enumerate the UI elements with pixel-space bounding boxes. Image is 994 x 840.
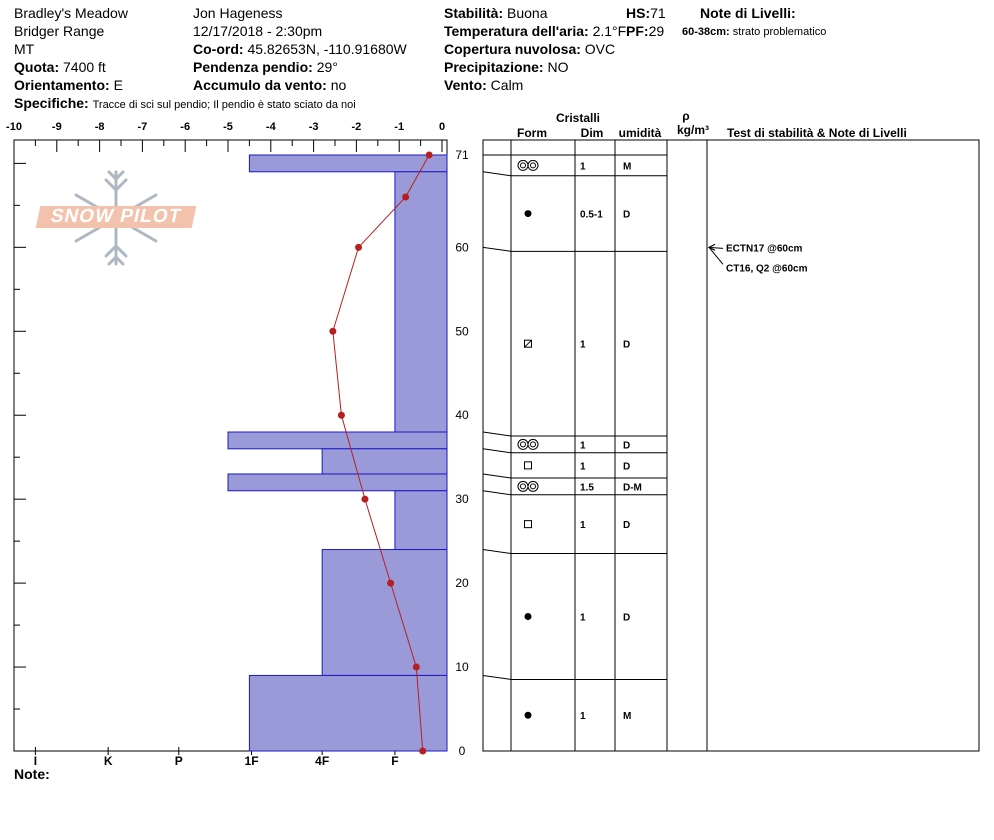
hardness-bar xyxy=(322,550,447,676)
layer-size: 0.5-1 xyxy=(580,209,603,221)
sky-label: Copertura nuvolosa: xyxy=(444,41,581,57)
height-tick-label: 0 xyxy=(458,744,466,758)
layer-note-text: strato problematico xyxy=(732,26,827,38)
notes-label: Note: xyxy=(14,766,50,782)
wind-value: Calm xyxy=(490,77,524,93)
layer-boundary-kink xyxy=(483,172,511,176)
hardness-bar xyxy=(228,432,447,449)
layer-boundary-kink xyxy=(483,550,511,554)
sky-value: OVC xyxy=(584,41,616,57)
temperature-point xyxy=(413,664,420,671)
layer-boundary-kink xyxy=(483,247,511,251)
grain-form-rg-icon xyxy=(525,210,532,217)
melt-ring-outer xyxy=(528,481,538,491)
hardness-tick-label: K xyxy=(103,754,113,768)
grain-form-rg-icon xyxy=(525,712,532,719)
temperature-point xyxy=(402,193,409,200)
temperature-point xyxy=(387,580,394,587)
height-tick-label: 20 xyxy=(455,576,469,591)
melt-ring-inner xyxy=(521,442,526,447)
temperature-point xyxy=(338,412,345,419)
facet-square xyxy=(525,521,532,528)
layer-boundary-kink xyxy=(483,449,511,453)
hs-label: HS: xyxy=(626,5,651,21)
melt-ring-outer xyxy=(518,481,528,491)
temperature-point xyxy=(329,328,336,335)
temperature-point xyxy=(426,152,433,159)
temperature-tick-label: 0 xyxy=(438,121,446,133)
range-name: Bridger Range xyxy=(14,23,105,39)
layer-boundary-kink xyxy=(483,491,511,495)
temperature-tick-label: -2 xyxy=(351,121,362,133)
grain-form-fcs-icon xyxy=(525,521,532,528)
moisture-header: umidità xyxy=(618,126,662,140)
layer-size: 1 xyxy=(580,520,586,532)
temperature-point xyxy=(361,496,368,503)
stability-value: Buona xyxy=(507,5,548,21)
layer-size: 1 xyxy=(580,161,586,173)
layer-moisture: D xyxy=(623,520,631,532)
hardness-bar xyxy=(249,155,447,172)
hardness-bar xyxy=(395,491,447,550)
location-name: Bradley's Meadow xyxy=(14,5,128,21)
layer-moisture: M xyxy=(623,161,632,173)
state-name: MT xyxy=(14,41,35,57)
hardness-tick-label: I xyxy=(33,754,38,768)
precip-label: Precipitazione: xyxy=(444,59,544,75)
snowpilot-logo xyxy=(36,168,196,268)
specifics-label: Specifiche: xyxy=(14,95,89,111)
hardness-bar xyxy=(322,449,447,474)
hardness-tick-label: 1F xyxy=(244,754,259,768)
rounded-grain-dot xyxy=(525,712,532,719)
layer-table xyxy=(483,109,979,751)
temperature-tick-label: -10 xyxy=(6,121,22,133)
facet-slash xyxy=(525,340,532,347)
elevation-label: Quota: xyxy=(14,59,60,75)
temperature-tick-label: -3 xyxy=(308,121,319,133)
rho-header: ρ xyxy=(682,109,690,123)
melt-ring-inner xyxy=(531,163,536,168)
stability-label: Stabilità: xyxy=(444,5,504,21)
melt-ring-outer xyxy=(528,160,538,170)
size-header: Dim xyxy=(580,126,604,140)
air-temp-value: 2.1°F xyxy=(592,23,627,39)
melt-ring-outer xyxy=(518,160,528,170)
hardness-bar xyxy=(228,474,447,491)
hardness-tick-label: 4F xyxy=(315,754,330,768)
grain-form-mf-icon xyxy=(518,481,538,491)
facet-square xyxy=(525,462,532,469)
rounded-grain-dot xyxy=(525,613,532,620)
layer-notes-title: Note di Livelli: xyxy=(700,5,796,21)
layer-moisture: M xyxy=(623,711,632,723)
crystals-header: Cristalli xyxy=(555,111,601,125)
layer-moisture: D xyxy=(623,461,631,473)
melt-ring-inner xyxy=(521,163,526,168)
layer-moisture: D xyxy=(623,209,631,221)
stability-notes-header: Test di stabilità & Note di Livelli xyxy=(727,126,907,140)
precip-value: NO xyxy=(547,59,569,75)
aspect-value: E xyxy=(113,77,123,93)
melt-ring-inner xyxy=(531,442,536,447)
form-header: Form xyxy=(517,126,547,140)
layer-boundary-kink xyxy=(483,432,511,436)
aspect-label: Orientamento: xyxy=(14,77,110,93)
melt-ring-outer xyxy=(528,439,538,449)
table-frame xyxy=(483,140,979,751)
grain-form-rg-icon xyxy=(525,613,532,620)
grain-form-mf-icon xyxy=(518,160,538,170)
layer-boundary-kink xyxy=(483,474,511,478)
slope-value: 29° xyxy=(316,59,338,75)
coord-value: 45.82653N, -110.91680W xyxy=(247,41,407,57)
coord-label: Co-ord: xyxy=(193,41,244,57)
stability-test-label: CT16, Q2 @60cm xyxy=(726,263,808,275)
temperature-tick-label: -7 xyxy=(137,121,148,133)
height-tick-label: 50 xyxy=(455,324,469,339)
stability-test-label: ECTN17 @60cm xyxy=(726,243,803,255)
melt-ring-inner xyxy=(531,484,536,489)
temperature-tick-label: -4 xyxy=(265,121,276,133)
observation-datetime: 12/17/2018 - 2:30pm xyxy=(193,23,323,39)
slope-label: Pendenza pendio: xyxy=(193,59,313,75)
hs-value: 71 xyxy=(650,5,666,21)
temperature-tick-label: -9 xyxy=(51,121,62,133)
elevation-value: 7400 ft xyxy=(63,59,106,75)
melt-ring-outer xyxy=(518,439,528,449)
layer-size: 1 xyxy=(580,461,586,473)
pf-value: 29 xyxy=(648,23,665,39)
hardness-tick-label: F xyxy=(391,754,399,768)
temperature-point xyxy=(419,748,426,755)
wind-loading-label: Accumulo da vento: xyxy=(193,77,327,93)
grain-form-mf-icon xyxy=(518,439,538,449)
density-unit-header: kg/m³ xyxy=(676,123,710,137)
layer-moisture: D-M xyxy=(623,482,642,494)
temperature-tick-label: -5 xyxy=(223,121,233,133)
grain-form-fcs-icon xyxy=(525,462,532,469)
grain-form-fc-icon xyxy=(525,340,532,347)
hardness-bar xyxy=(395,172,447,432)
layer-size: 1 xyxy=(580,339,586,351)
layer-moisture: D xyxy=(623,440,631,452)
temperature-tick-label: -8 xyxy=(94,121,105,133)
temperature-tick-label: -1 xyxy=(394,121,405,133)
snowpilot-logo-text: SNOW PILOT xyxy=(36,206,197,228)
pf-label: PF: xyxy=(626,23,649,39)
height-tick-label: 10 xyxy=(455,660,469,675)
height-tick-label: 40 xyxy=(455,408,469,423)
wind-loading-value: no xyxy=(330,77,347,93)
height-tick-label: 30 xyxy=(455,492,469,507)
temperature-point xyxy=(355,244,362,251)
layer-size: 1 xyxy=(580,440,586,452)
rounded-grain-dot xyxy=(525,210,532,217)
layer-moisture: D xyxy=(623,612,631,624)
temperature-tick-label: -6 xyxy=(180,121,191,133)
layer-moisture: D xyxy=(623,339,631,351)
melt-ring-inner xyxy=(521,484,526,489)
layer-size: 1 xyxy=(580,612,586,624)
hardness-tick-label: P xyxy=(174,754,183,768)
layer-boundary-kink xyxy=(483,675,511,679)
height-top-label: 71 xyxy=(455,148,469,162)
layer-note-depth: 60-38cm: xyxy=(682,26,730,38)
air-temp-label: Temperatura dell'aria: xyxy=(444,23,589,39)
stability-test-pointer xyxy=(709,247,723,264)
specifics-value: Tracce di sci sul pendio; Il pendio è stato sciato da noi xyxy=(92,99,356,111)
observer-name: Jon Hageness xyxy=(193,5,283,21)
wind-label: Vento: xyxy=(444,77,487,93)
layer-size: 1 xyxy=(580,711,586,723)
height-tick-label: 60 xyxy=(455,240,469,255)
layer-size: 1.5 xyxy=(580,482,594,494)
